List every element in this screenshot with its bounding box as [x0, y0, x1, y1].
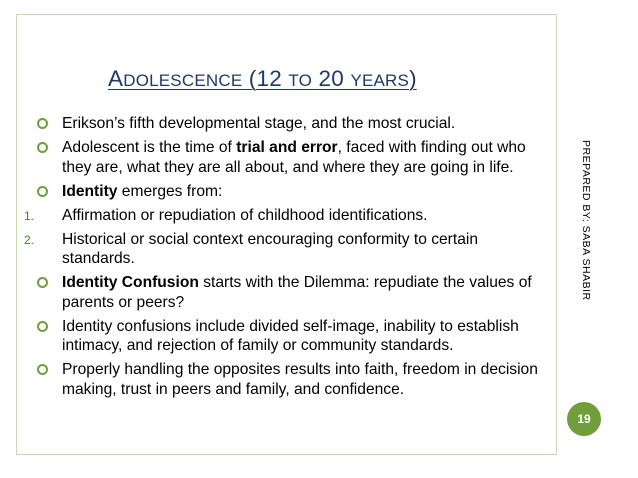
title-part: YEARS	[350, 71, 410, 90]
slide-title	[108, 66, 417, 92]
title-part: DOLESCENCE	[123, 71, 243, 90]
list-number: 2.	[24, 232, 35, 247]
item-text: Affirmation or repudiation of childhood identifications.	[62, 206, 428, 224]
author-credit: PREPARED BY: SABA SHABIR	[580, 140, 592, 301]
item-text: Historical or social context encouraging conformity to certain standards.	[62, 230, 479, 267]
ring-bullet-icon	[37, 142, 48, 153]
bullet-item	[24, 360, 554, 399]
item-text: Erikson’s fifth developmental stage, and the most crucial.	[62, 115, 456, 132]
list-number: 1.	[24, 208, 35, 223]
item-text: Adolescent is the time of	[62, 139, 237, 156]
item-text: starts with the Dilemma: repudiate the values of parents or peers?	[62, 274, 532, 311]
item-text: Identity confusions include divided self-image, inability to establish intimacy, and rejection of family or community standards.	[62, 317, 519, 354]
title-part: 20	[312, 66, 351, 91]
item-text: emerges from:	[117, 182, 223, 200]
ring-bullet-icon	[37, 186, 48, 197]
ring-bullet-icon	[37, 118, 48, 129]
title-part: )	[409, 66, 417, 91]
bold-text: Identity Confusion	[62, 274, 199, 291]
bullet-item	[24, 273, 554, 312]
title-part: TO	[288, 71, 313, 90]
bullet-item	[24, 138, 554, 177]
title-part: A	[108, 66, 124, 91]
ring-bullet-icon	[37, 321, 48, 332]
item-text: , faced with finding out who they are, what they are all about, and where they are going in life.	[62, 139, 526, 176]
bullet-item	[24, 114, 554, 134]
ring-bullet-icon	[37, 277, 48, 288]
bold-text: trial and error	[236, 139, 338, 156]
page-number-badge	[567, 402, 601, 436]
ring-bullet-icon	[37, 364, 48, 375]
numbered-item	[24, 206, 554, 226]
slide-content	[24, 114, 554, 404]
item-text: Properly handling the opposites results into faith, freedom in decision making, trust in peers and family, and confidence.	[62, 361, 538, 398]
page-number: 19	[577, 412, 591, 426]
bullet-item	[24, 317, 554, 356]
bold-text: Identity	[62, 182, 118, 200]
numbered-item	[24, 230, 554, 269]
title-part: (12	[242, 66, 289, 91]
bullet-item	[24, 182, 554, 202]
